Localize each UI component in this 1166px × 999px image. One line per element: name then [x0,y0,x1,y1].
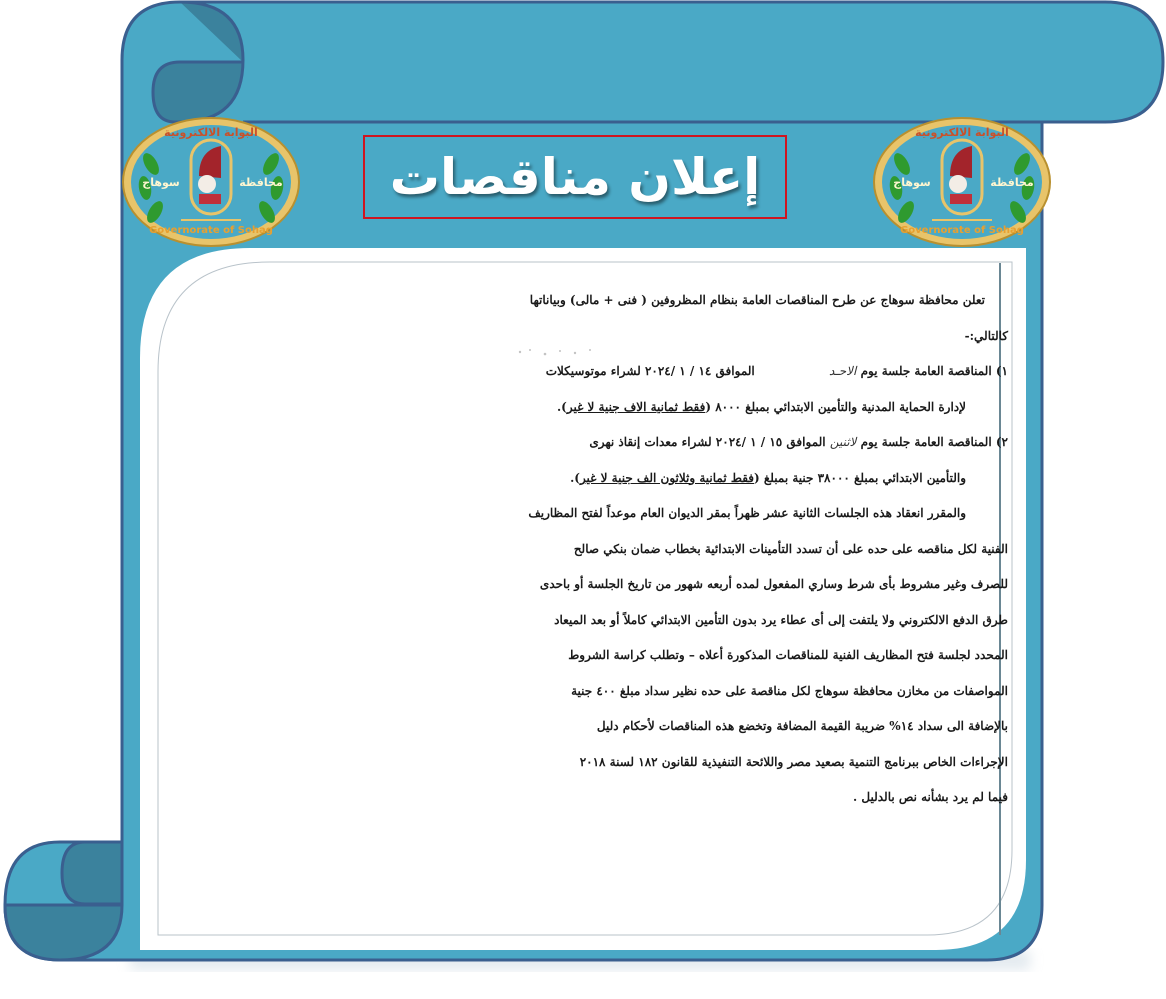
page-title: إعلان مناقصات [389,148,761,206]
intro-line-1: تعلن محافظة سوهاج عن طرح المناقصات العامة بنظام المظروفين ( فنى + مالى) وبياناتها [529,293,985,307]
emblem-left-word: سوهاج [893,176,931,189]
emblem-top-text: البوابة الالكترونية [915,126,1009,139]
item-text: لإدارة الحماية المدنية والتأمين الابتدائي بمبلغ ٨٠٠٠ ( [705,399,966,414]
emblem-top-text: البوابة الالكترونية [164,126,258,139]
emblem-bottom-text: Governorate of Sohag [149,225,273,236]
item-text: المناقصة العامة جلسة يوم [860,364,992,378]
body-line: الإجراءات الخاص ببرنامج التنمية بصعيد مصر واللائحة التنفيذية للقانون ١٨٢ لسنة ٢٠١٨ [579,754,1008,769]
item-text: الموافق ١٤ / ١ /٢٠٢٤ لشراء موتوسيكلات [545,364,755,378]
body-line: للصرف وغير مشروط بأى شرط وساري المفعول لمده أربعه شهور من تاريخ الجلسة أو باحدى [539,577,1008,591]
emblem-right-word: محافظة [239,176,283,189]
body-line: طرق الدفع الالكتروني ولا يلتفت إلى أى عطاء يرد بدون التأمين الابتدائي كاملاً أو بعد الميعاد [554,612,1008,627]
sohag-governorate-emblem-left [121,116,301,248]
body-line: الفنية لكل مناقصه على حده على أن تسدد التأمينات الابتدائية بخطاب ضمان بنكي صالح [573,541,1008,556]
amount-in-words: فقط ثمانية الاف جنية لا غير [566,399,706,414]
item-text: ). [570,470,580,485]
emblem-left-word: سوهاج [142,176,180,189]
body-line: والمقرر انعقاد هذه الجلسات الثانية عشر ظهراً بمقر الديوان العام موعداً لفتح المظاريف [528,506,966,520]
tender-announcement-document [180,283,1008,943]
emblem-bottom-text: Governorate of Sohag [900,225,1024,236]
tender-item-1-line-2 [180,390,1008,426]
body-line: فيما لم يرد بشأنه نص بالدليل . [853,790,1008,804]
item-text: الموافق ١٥ / ١ /٢٠٢٤ لشراء معدات إنقاذ نهرى [589,435,826,449]
tender-item-1-line-1 [180,354,1008,390]
body-line: بالإضافة الى سداد ١٤% ضريبة القيمة المضافة وتخضع هذه المناقصات لأحكام دليل [596,719,1008,733]
item-number: ١) [995,364,1008,378]
handwritten-day: الاحـد [828,364,857,378]
emblem-right-word: محافظة [990,176,1034,189]
sohag-governorate-emblem-right [872,116,1052,248]
item-number: ٢) [995,435,1008,449]
item-text: المناقصة العامة جلسة يوم [860,435,992,449]
tender-item-2-line-2 [180,461,1008,497]
handwritten-day: لاثنين [829,435,857,449]
item-text: ). [556,399,567,414]
intro-line-2: كالتالي:- [964,328,1008,343]
body-line: المواصفات من مخازن محافظة سوهاج لكل مناقصة على حده نظير سداد مبلغ ٤٠٠ جنية [571,683,1008,698]
body-line: المحدد لجلسة فتح المظاريف الفنية للمناقصات المذكورة أعلاه – وتطلب كراسة الشروط [568,648,1008,662]
tender-item-2-line-1 [180,425,1008,461]
title-banner [363,135,787,219]
item-text: والتأمين الابتدائي بمبلغ ٣٨٠٠٠ جنية بمبلغ ( [754,470,966,485]
amount-in-words: فقط ثمانية وثلاثون الف جنية لا غير [579,470,755,485]
